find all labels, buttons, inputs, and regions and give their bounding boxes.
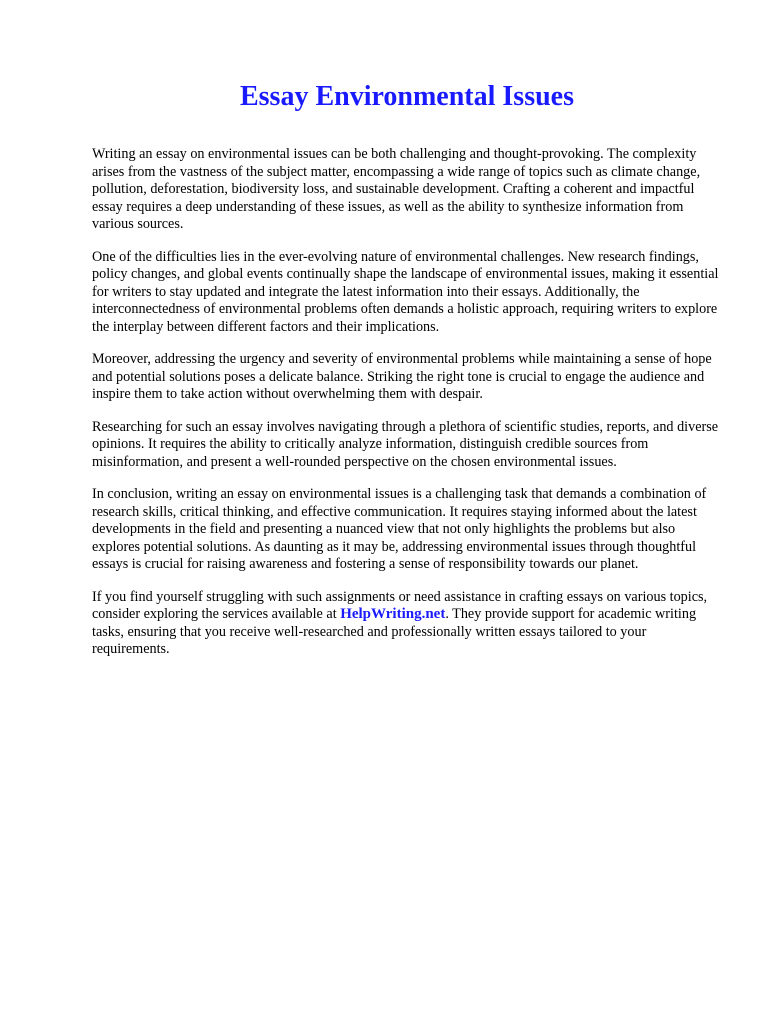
paragraph-6 [92, 589, 720, 659]
paragraph-1: Writing an essay on environmental issues can be both challenging and thought-provoking. The complexity arises from the vastness of the subject matter, encompassing a wide range of topics such as climate change, pollution, deforestation, biodiversity loss, and sustainable development. Crafting a coherent and impactful essay requires a deep understanding of these issues, as well as the ability to synthesize information from various sources. [92, 146, 701, 232]
helpwriting-link[interactable]: HelpWriting.net [340, 606, 446, 622]
paragraph-2: One of the difficulties lies in the ever-evolving nature of environmental challenges. New research findings, policy changes, and global events continually shape the landscape of environmental issues, making it essential for writers to stay updated and integrate the latest information into their essays. Additionally, the interconnectedness of environmental problems often demands a holistic approach, requiring writers to explore the interplay between different factors and their implications. [92, 248, 719, 335]
paragraph-6-before-link: If you find yourself struggling with such assignments or need assistance in crafting essays on various topics, consider exploring the services available at [92, 588, 708, 622]
paragraph-4: Researching for such an essay involves navigating through a plethora of scientific studies, reports, and diverse opinions. It requires the ability to critically analyze information, distinguish credible sources from misinformation, and present a well-rounded perspective on the chosen environmental issues. [92, 418, 719, 470]
page-title: Essay Environmental Issues [239, 81, 574, 112]
paragraph-6-after-link: . They provide support for academic writing tasks, ensuring that you receive well-researched and professionally written essays tailored to your requirements. [92, 606, 697, 657]
paragraph-5: In conclusion, writing an essay on environmental issues is a challenging task that demands a combination of research skills, critical thinking, and effective communication. It requires staying informed about the latest developments in the field and presenting a nuanced view that not only highlights the problems but also explores potential solutions. As daunting as it may be, addressing environmental issues through thoughtful essays is crucial for raising awareness and fostering a sense of responsibility towards our planet. [92, 486, 707, 572]
essay-body [92, 146, 720, 674]
paragraph-3: Moreover, addressing the urgency and severity of environmental problems while maintaining a sense of hope and potential solutions poses a delicate balance. Striking the right tone is crucial to engage the audience and inspire them to take action without overwhelming them with despair. [92, 351, 712, 402]
